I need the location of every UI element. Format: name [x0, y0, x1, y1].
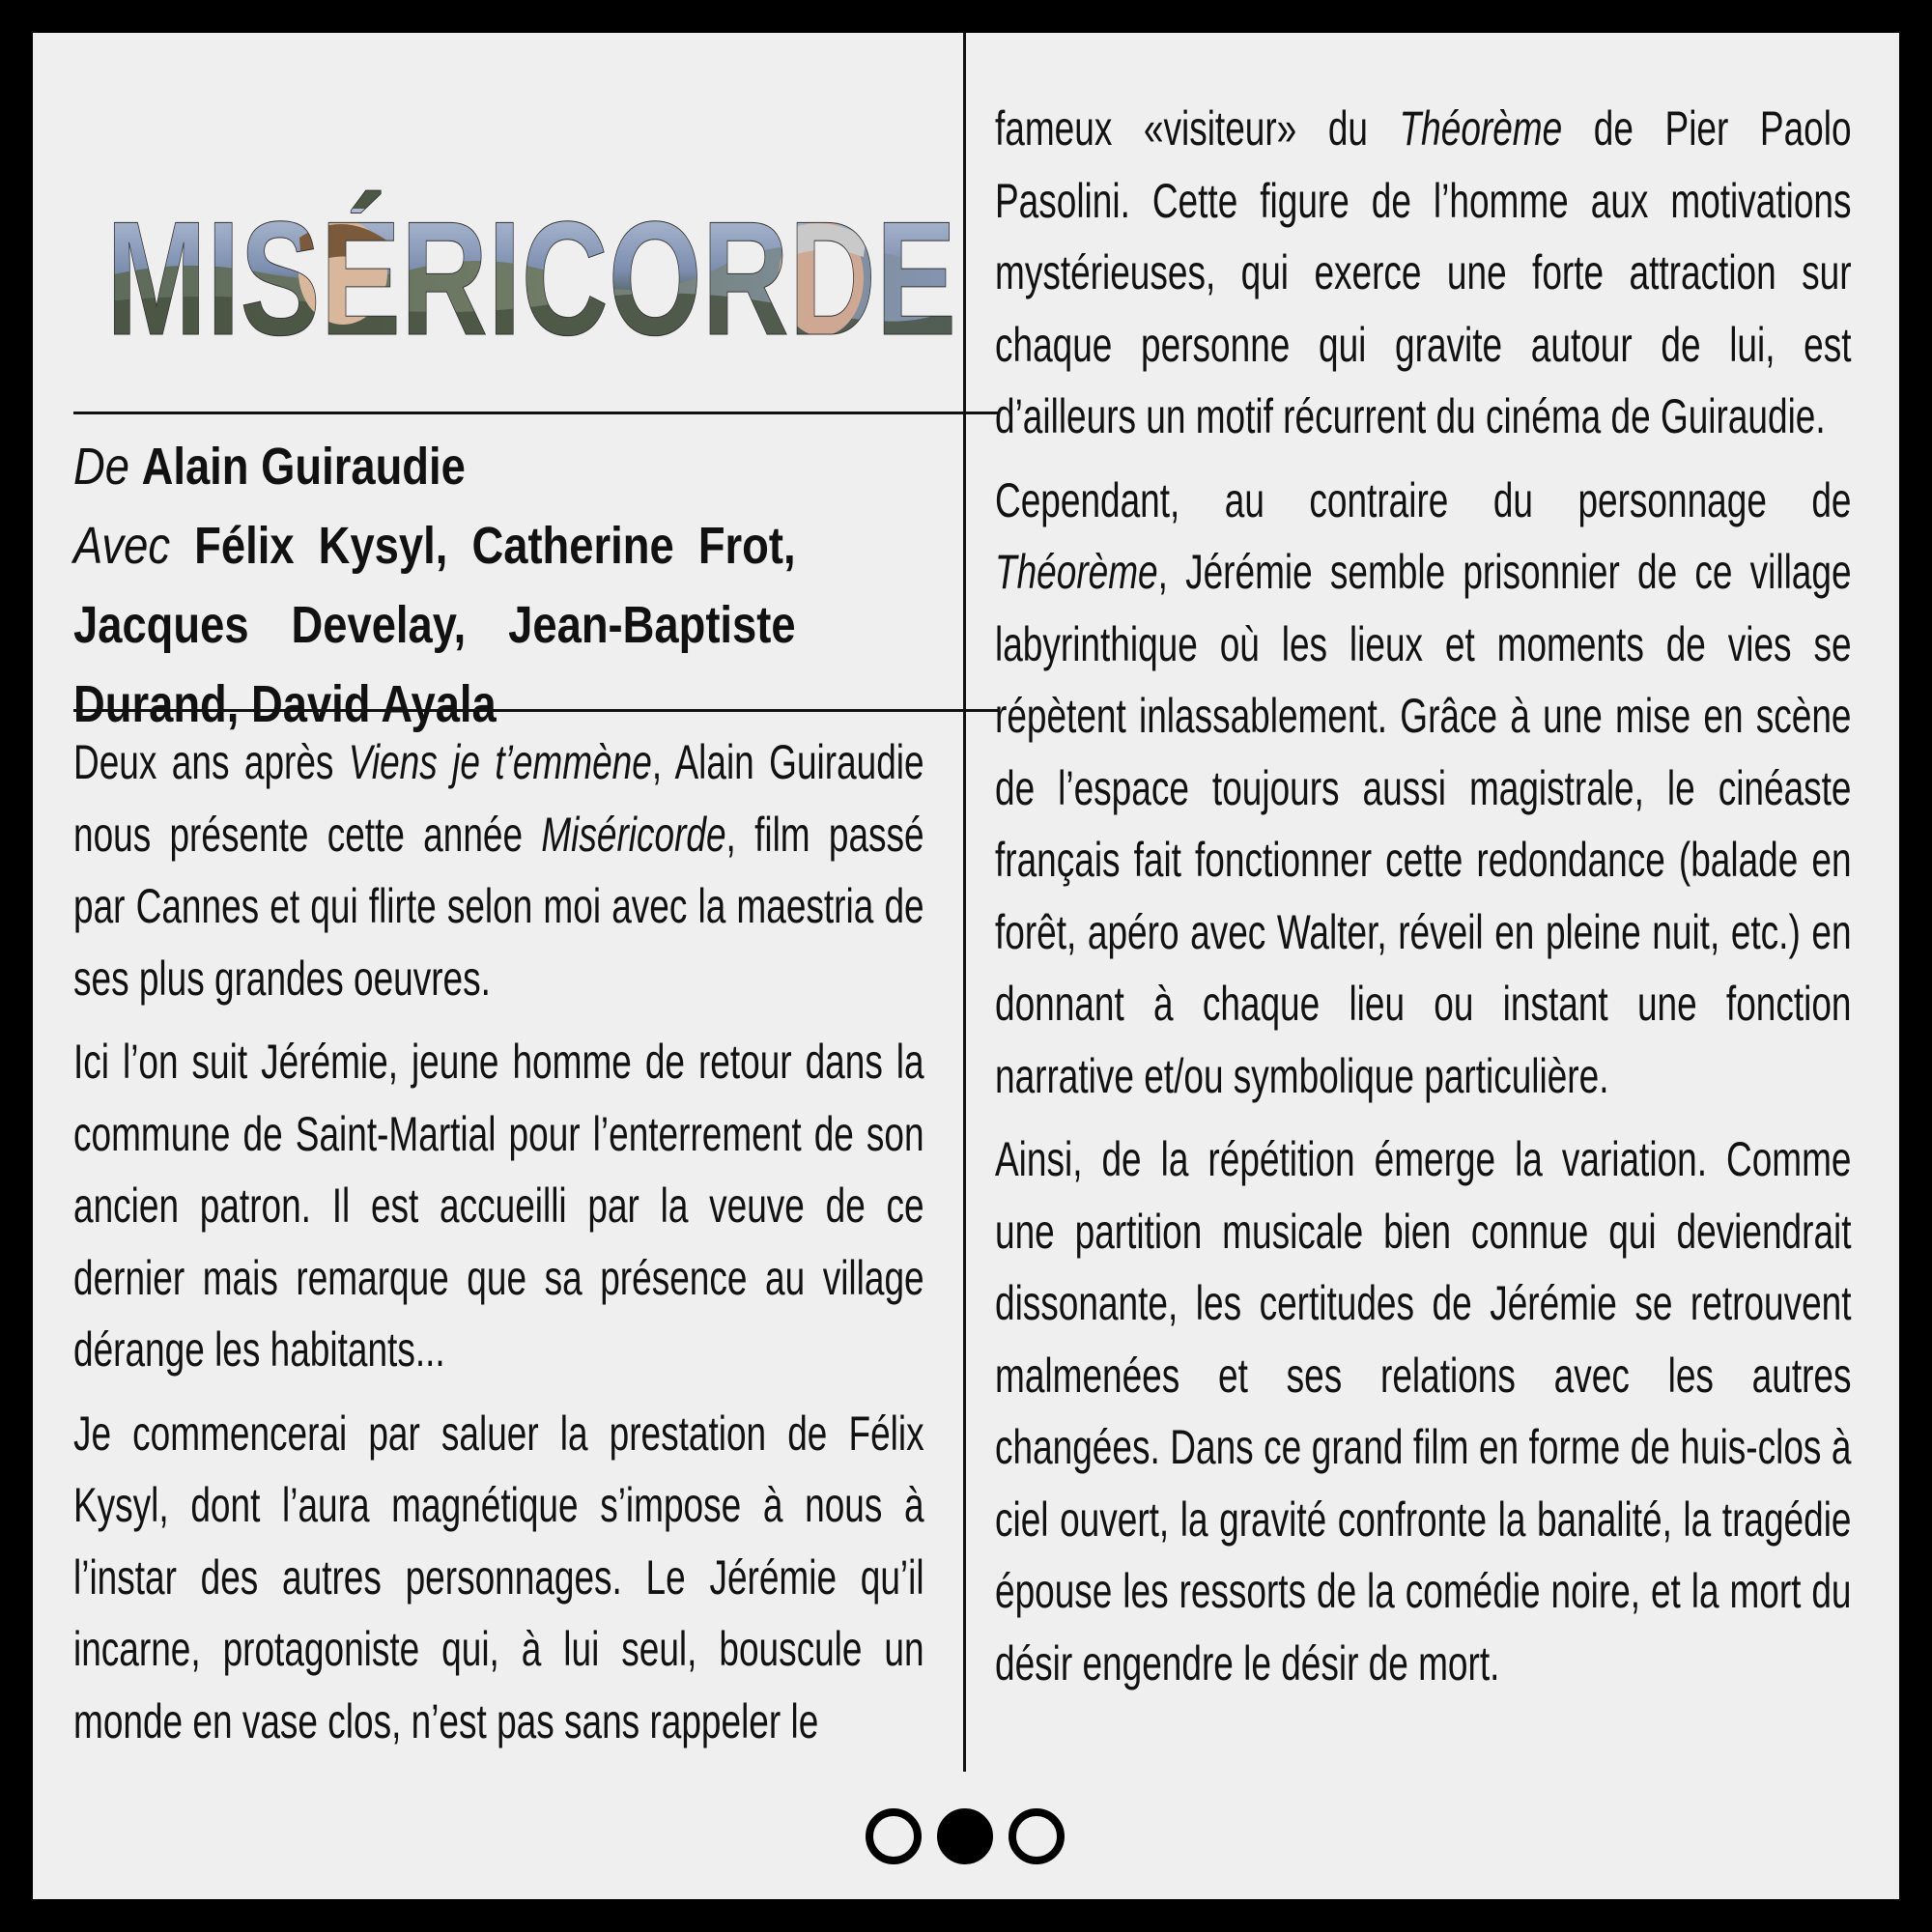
film-title-logo: [106, 187, 956, 369]
film-title-text: MISÉRICORDE: [106, 187, 956, 369]
text-run: , Jérémie semble prisonnier de ce village labyrinthique où les lieux et moments de vies se répètent inlassablement. Grâce à une mise en scène de l’espace toujours aussi magistrale, le cinéaste français fait fonctionner cette redondance (balade en forêt, apéro avec Walter, réveil en pleine nuit, etc.) en donnant à chaque lieu ou instant une fonction narrative et/ou symbolique particulière.: [995, 545, 1852, 1103]
page: [33, 33, 1899, 1899]
text-run: Cependant, au contraire du personnage de: [995, 472, 1852, 527]
text-run: Deux ans après: [73, 735, 349, 789]
film-credits: [73, 427, 796, 744]
page-dot-1[interactable]: [866, 1808, 922, 1864]
text-run: de Pier Paolo Pasolini. Cette figure de l’homme aux motivations mystérieuses, qui exerce une forte attraction sur chaque personne qui gravite autour de lui, est d’ailleurs un motif récurrent du cinéma de Guiraudie.: [995, 101, 1852, 443]
column-divider: [963, 33, 966, 1772]
paragraph: Ici l’on suit Jérémie, jeune homme de retour dans la commune de Saint-Martial pour l’enterrement de son ancien patron. Il est accueilli par la veuve de ce dernier mais remarque que sa présence au village dérange les habitants...: [73, 1035, 924, 1377]
paragraph: [73, 726, 924, 1014]
film-title-art: [106, 187, 956, 369]
film-reference: Théorème: [995, 545, 1158, 599]
cast-line: [73, 506, 796, 744]
page-indicator: [866, 1808, 1065, 1864]
cast-names: Félix Kysyl, Catherine Frot, Jacques Develay, Jean-Baptiste Durand, David Ayala: [73, 517, 796, 733]
director-label: De: [73, 438, 129, 496]
right-column: [995, 93, 1852, 1711]
text-run: fameux «visiteur» du: [995, 101, 1400, 156]
paragraph: Ainsi, de la répétition émerge la variation. Comme une partition musicale bien connue qui deviendrait dissonante, les certitudes de Jérémie se retrouvent malmenées et ses relations avec les autres changées. Dans ce grand film en forme de huis-clos à ciel ouvert, la gravité confronte la banalité, la tragédie épouse les ressorts de la comédie noire, et la mort du désir engendre le désir de mort.: [995, 1132, 1852, 1690]
paragraph: [995, 93, 1852, 453]
paragraph: [995, 465, 1852, 1113]
text-run: , film passé par Cannes et qui flirte selon moi avec la maestria de ses plus grandes oeuvres.: [73, 807, 924, 1006]
page-dot-2-active[interactable]: [937, 1808, 993, 1864]
left-column: [73, 726, 924, 1769]
director-line: [73, 427, 796, 506]
film-reference: Miséricorde: [541, 807, 726, 862]
film-reference: Théorème: [1399, 101, 1563, 156]
film-reference: Viens je t’emmène: [348, 735, 652, 789]
director-name: Alain Guiraudie: [141, 438, 466, 496]
page-dot-3[interactable]: [1009, 1808, 1065, 1864]
paragraph: Je commencerai par saluer la prestation de Félix Kysyl, dont l’aura magnétique s’impose à nous à l’instar des autres personnages. Le Jérémie qu’il incarne, protagoniste qui, à lui seul, bouscule un monde en vase clos, n’est pas sans rappeler le: [73, 1406, 924, 1748]
divider-top: [73, 412, 999, 414]
text-run: , Alain Guiraudie nous présente cette année: [73, 735, 924, 862]
cast-label: Avec: [73, 517, 171, 575]
